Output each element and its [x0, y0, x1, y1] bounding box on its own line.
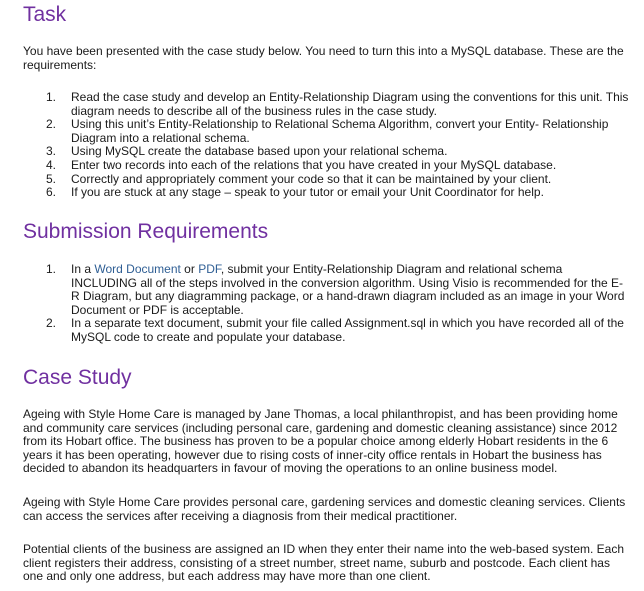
- list-text: Using this unit’s Entity-Relationship to Relational Schema Algorithm, convert your Entity- Relationship Diagram into a relational schema.: [71, 117, 609, 145]
- list-item: [0, 91, 644, 118]
- list-item: [0, 159, 644, 173]
- submission-requirements-list: [0, 263, 644, 345]
- case-study-heading: Case Study: [23, 366, 132, 389]
- list-text: If you are stuck at any stage – speak to your tutor or email your Unit Coordinator for help.: [71, 185, 544, 200]
- text-middle: or: [180, 262, 199, 276]
- list-item: [0, 263, 644, 317]
- pdf-link[interactable]: PDF: [198, 262, 221, 276]
- list-number: 1.: [46, 90, 57, 104]
- list-number: 2.: [46, 316, 57, 331]
- list-text: In a separate text document, submit your file called Assignment.sql in which you have recorded all of the MySQL code to create and populate your database.: [71, 316, 624, 344]
- list-text: Read the case study and develop an Entity-Relationship Diagram using the conventions for this unit. This diagram needs to describe all of the business rules in the case study.: [71, 90, 629, 118]
- list-item: [0, 186, 644, 200]
- task-requirements-list: [0, 91, 644, 200]
- list-number: 2.: [46, 117, 57, 132]
- text-suffix: , submit your Entity-Relationship Diagram and relational schema INCLUDING all of the steps involved in the conversion algorithm. Using Visio is recommended for the E-R Diagram, but any diagramming package, or a hand-drawn diagram included as an image in your Word Document or PDF is acceptable.: [71, 262, 625, 317]
- list-item: [0, 173, 644, 187]
- case-study-paragraph: Ageing with Style Home Care provides personal care, gardening services and domestic cleaning services. Clients can access the services after receiving a diagnosis from their medical practitioner.: [23, 495, 626, 523]
- list-item: [0, 145, 644, 159]
- list-number: 4.: [46, 157, 57, 172]
- list-text: Using MySQL create the database based upon your relational schema.: [71, 144, 448, 159]
- list-item: [0, 317, 644, 344]
- case-study-paragraph: Ageing with Style Home Care is managed by Jane Thomas, a local philanthropist, and has been providing home and community care services (including personal care, gardening and domestic cleaning assistance) since 2012 from its Hobart office. The business has proven to be a popular choice among elderly Hobart residents in the 6 years it has been operating, however due to rising costs of inner-city office rentals in Hobart the business has decided to abandon its headquarters in favour of moving the operations to an online business model.: [23, 407, 618, 476]
- word-document-link[interactable]: Word Document: [94, 262, 181, 276]
- list-number: 5.: [46, 171, 57, 186]
- submission-heading: Submission Requirements: [23, 220, 269, 243]
- task-intro: You have been presented with the case study below. You need to turn this into a MySQL database. These are the requirements:: [23, 44, 624, 72]
- case-study-paragraph: Potential clients of the business are assigned an ID when they enter their name into the web-based system. Each client registers their address, consisting of a street number, street name, suburb and postcode. Each client has one and only one address, but each address may have more than one client.: [23, 542, 625, 584]
- list-text: [71, 262, 624, 317]
- list-text: Correctly and appropriately comment your code so that it can be maintained by your client.: [71, 171, 552, 186]
- list-number: 6.: [46, 185, 57, 200]
- list-item: [0, 118, 644, 145]
- text-prefix: In a: [71, 262, 95, 276]
- task-heading: Task: [23, 3, 67, 26]
- list-number: 3.: [46, 144, 57, 159]
- list-number: 1.: [46, 262, 57, 276]
- list-text: Enter two records into each of the relations that you have created in your MySQL database.: [71, 157, 557, 172]
